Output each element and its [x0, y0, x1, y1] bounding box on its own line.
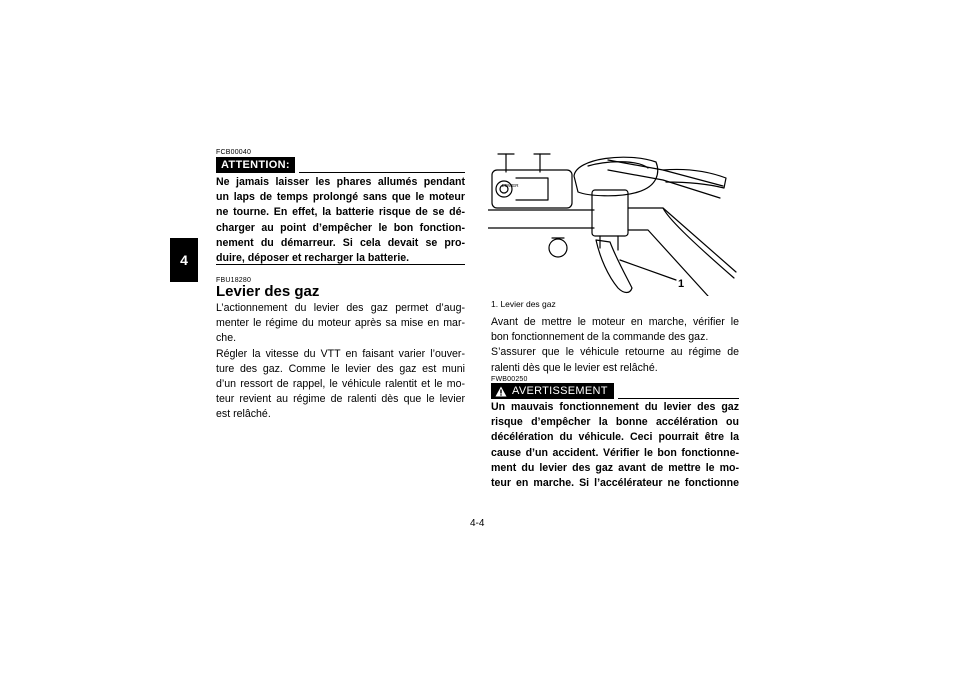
- text-line: Ne jamais laisser les phares allumés pendant: [216, 176, 465, 188]
- text-line: cause d’un accident. Vérifier le bon fonctionne-: [491, 446, 739, 459]
- text-line: ment du levier des gaz avant de mettre le mo-: [491, 461, 739, 474]
- text-line: décélération du véhicule. Ceci pourrait être la: [491, 431, 739, 444]
- attention-bottom-rule: [216, 264, 465, 265]
- attention-header: [216, 157, 465, 173]
- text-line: est relâché.: [216, 408, 271, 421]
- text-line: nement du démarreur. Si cela devait se pro-: [216, 236, 465, 249]
- pre-start-instruction: [491, 315, 739, 376]
- warning-triangle-icon: [495, 386, 507, 397]
- switch-label: LOWER: [502, 183, 519, 188]
- text-line: risque d’empêcher la bonne accélération ou: [491, 416, 739, 429]
- text-line: che.: [216, 332, 237, 345]
- attention-code: FCB00040: [216, 149, 252, 156]
- text-line: ralenti dès que le levier est relâché.: [491, 361, 658, 374]
- text-line: duire, déposer et recharger la batterie.: [216, 252, 410, 265]
- warning-top-rule: [618, 398, 739, 399]
- text-line: charger au point d’empêcher le bon fonction-: [216, 221, 465, 234]
- section-code: FBU18280: [216, 277, 252, 284]
- throttle-lever-figure: [488, 148, 738, 296]
- text-line: ture des gaz. Comme le levier des gaz est muni: [216, 362, 465, 375]
- attention-text: [216, 175, 465, 266]
- text-line: L’actionnement du levier des gaz permet d’aug-: [216, 302, 465, 314]
- text-line: un laps de temps prolongé sans que le moteur: [216, 191, 465, 204]
- section-title: Levier des gaz: [216, 283, 320, 300]
- text-line: ne tourne. En effet, la batterie risque de se dé-: [216, 206, 465, 219]
- text-line: teur revient au régime de ralenti dès que le levier: [216, 393, 465, 406]
- figure-callout-number: 1: [678, 278, 685, 290]
- warning-label-box: [491, 383, 614, 399]
- warning-text: [491, 400, 739, 491]
- text-line: d’un ressort de rappel, le véhicule ralentit et le mo-: [216, 378, 465, 391]
- warning-header: [491, 383, 739, 399]
- figure-caption: 1. Levier des gaz: [491, 299, 556, 309]
- section-tab: 4: [170, 238, 198, 282]
- warning-code: FWB00250: [491, 376, 528, 383]
- text-line: Régler la vitesse du VTT en faisant varier l’ouver-: [216, 347, 465, 360]
- text-line: S’assurer que le véhicule retourne au régime de: [491, 346, 739, 359]
- text-line: Un mauvais fonctionnement du levier des gaz: [491, 401, 739, 413]
- text-line: teur en marche. Si l’accélérateur ne fonctionne: [491, 477, 739, 490]
- warning-label: AVERTISSEMENT: [512, 385, 608, 397]
- throttle-description: [216, 301, 465, 423]
- text-line: menter le régime du moteur après sa mise en mar-: [216, 317, 465, 330]
- attention-top-rule: [299, 172, 465, 173]
- attention-label: ATTENTION:: [216, 157, 295, 173]
- text-line: bon fonctionnement de la commande des gaz.: [491, 331, 709, 344]
- text-line: Avant de mettre le moteur en marche, vérifier le: [491, 316, 739, 328]
- page-number: 4-4: [470, 518, 485, 529]
